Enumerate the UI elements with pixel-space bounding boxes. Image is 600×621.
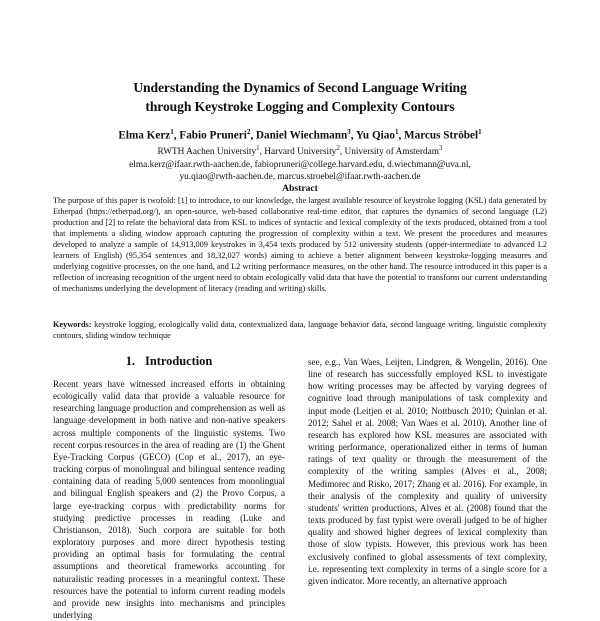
author-affil-mark: 3: [347, 128, 351, 136]
keywords-label: Keywords:: [53, 320, 92, 329]
author-name: Fabio Pruneri: [179, 129, 247, 142]
affiliation: RWTH Aachen University: [157, 147, 257, 158]
keywords-text: keystroke logging, ecologically valid data, contextualized data, language behavior data, second language writing, linguistic complexity contours, sliding window technique: [53, 320, 548, 340]
author-emails: elma.kerz@ifaar.rwth-aachen.de, fabiopruneri@college.harvard.edu, d.wiechmann@uva.nl,: [129, 159, 471, 170]
author-list: Elma Kerz$^1$, Fabio Pruneri$^2$, Daniel Wiechmann$^3$, Yu Qiao$^1$, Marcus Ströbel$^1$: [118, 128, 482, 142]
affiliations: RWTH Aachen University$^1$, Harvard University$^2$, University of Amsterdam$^3$ elma.kerz@ifaar.rwth-aachen.de, fabiopruneri@college.harvard.edu, d.wiechmann@uva.nl, yu.qiao@rwth-aachen.de, marcus.stroebel@ifaar.rwth-aachen.de: [129, 144, 471, 183]
title-line-1: Understanding the Dynamics of Second Language Writing: [133, 80, 467, 95]
paper-title: [40, 78, 560, 116]
author-affil-mark: 2: [246, 128, 251, 136]
author-affil-mark: 1: [394, 128, 399, 136]
body-paragraph: Recent years have witnessed increased efforts in obtaining ecologically valid data that provide a valuable resource for researching language production and comprehension as well as language development in both native and non-native speakers across multiple components of the linguistic systems. Two recent corpus resources in the area of reading are (1) the Ghent Eye-Tracking Corpus (GECO) (Cop et al., 2017), an eye-tracking corpus of monolingual and bilingual sentence reading containing data of reading 5,000 sentences from monolingual and bilingual English speakers and (2) the Provo Corpus, a large eye-tracking corpus with predictability norms for studying predictive processes in reading (Luke and Christianson, 2018). Such corpora are suitable for both exploratory purposes and more direct hypothesis testing providing an optimal basis for formulating the central assumptions and theoretical frameworks accounting for naturalistic reading processes in a meaningful context. These resources have the potential to inform current reading models and provide new insights into mechanisms and principles underlying: [53, 379, 285, 620]
author-affil-mark: 1: [170, 128, 174, 136]
intro-column-left: [53, 378, 285, 620]
section-number: 1.: [125, 354, 136, 368]
keywords: [53, 320, 547, 342]
abstract-text: The purpose of this paper is twofold: [1] to introduce, to our knowledge, the largest available resource of keystroke logging (KSL) data generated by Etherpad (https://etherpad.org/), an open-source, web-based collaborative real-time editor, that captures the dynamics of second language (L2) production and [2] to relate the behavioral data from KSL to indices of syntactic and lexical complexity of the texts produced, obtained from a tool that implements a sliding window approach capturing the progression of complexity within a text. We present the procedures and measures developed to analyze a sample of 14,913,009 keystrokes in 3,454 texts produced by 512 university students (upper-intermediate to advanced L2 learners of English) (95,354 sentences and 18,32,027 words) aiming to achieve a better alignment between keystroke-logging measures and underlying cognitive processes, on the one hand, and L2 writing performance measures, on the other hand. The resource introduced in this paper is a reflection of increasing recognition of the urgent need to obtain ecologically valid data that have the potential to transform our current understanding of mechanisms underlying the development of literacy (reading and writing) skills.: [53, 196, 547, 293]
author-name: Marcus Ströbel: [404, 129, 479, 142]
author-affil-mark: 1: [478, 128, 482, 136]
body-paragraph: see, e.g., Van Waes, Leijten, Lindgren, & Wengelin, 2016). One line of research has successfully employed KSL to investigate how writing processes may be affected by varying degrees of cognitive load through manipulations of task complexity and input mode (Leitjen et al. 2010; Nottbusch 2010; Quinlan et al. 2012; Sahel et al. 2008; Van Waes et al. 2010). Another line of research has explored how KSL measures are associated with writing performance, operationalized either in terms of human ratings of text quality or through the measurement of the complexity of the writing samples (Alves et al., 2008; Medimorec and Risko, 2017; Zhang et al. 2016). For example, in their analysis of the complexity and quality of university students' written productions, Alves et al. (2008) found that the texts produced by fast typist were overall judged to be of higher quality and showed higher degrees of lexical complexity than those of slow typists. However, this previous work has been exclusively confined to global assessments of text complexity, i.e. representing text complexity in terms of a single score for a given indicator. More recently, an alternative approach: [308, 357, 547, 586]
affiliation: Harvard University: [264, 147, 337, 158]
title-line-2: through Keystroke Logging and Complexity Contours: [145, 99, 455, 114]
intro-column-right: [308, 356, 547, 604]
section-title: Introduction: [145, 354, 213, 368]
abstract-heading: Abstract: [282, 183, 318, 194]
author-emails: yu.qiao@rwth-aachen.de, marcus.stroebel@ifaar.rwth-aachen.de: [179, 172, 421, 183]
author-name: Elma Kerz: [118, 129, 171, 142]
section-heading: [53, 353, 285, 369]
author-name: Daniel Wiechmann: [255, 129, 348, 142]
author-name: Yu Qiao: [355, 129, 395, 142]
affiliation: University of Amsterdam: [344, 147, 439, 158]
